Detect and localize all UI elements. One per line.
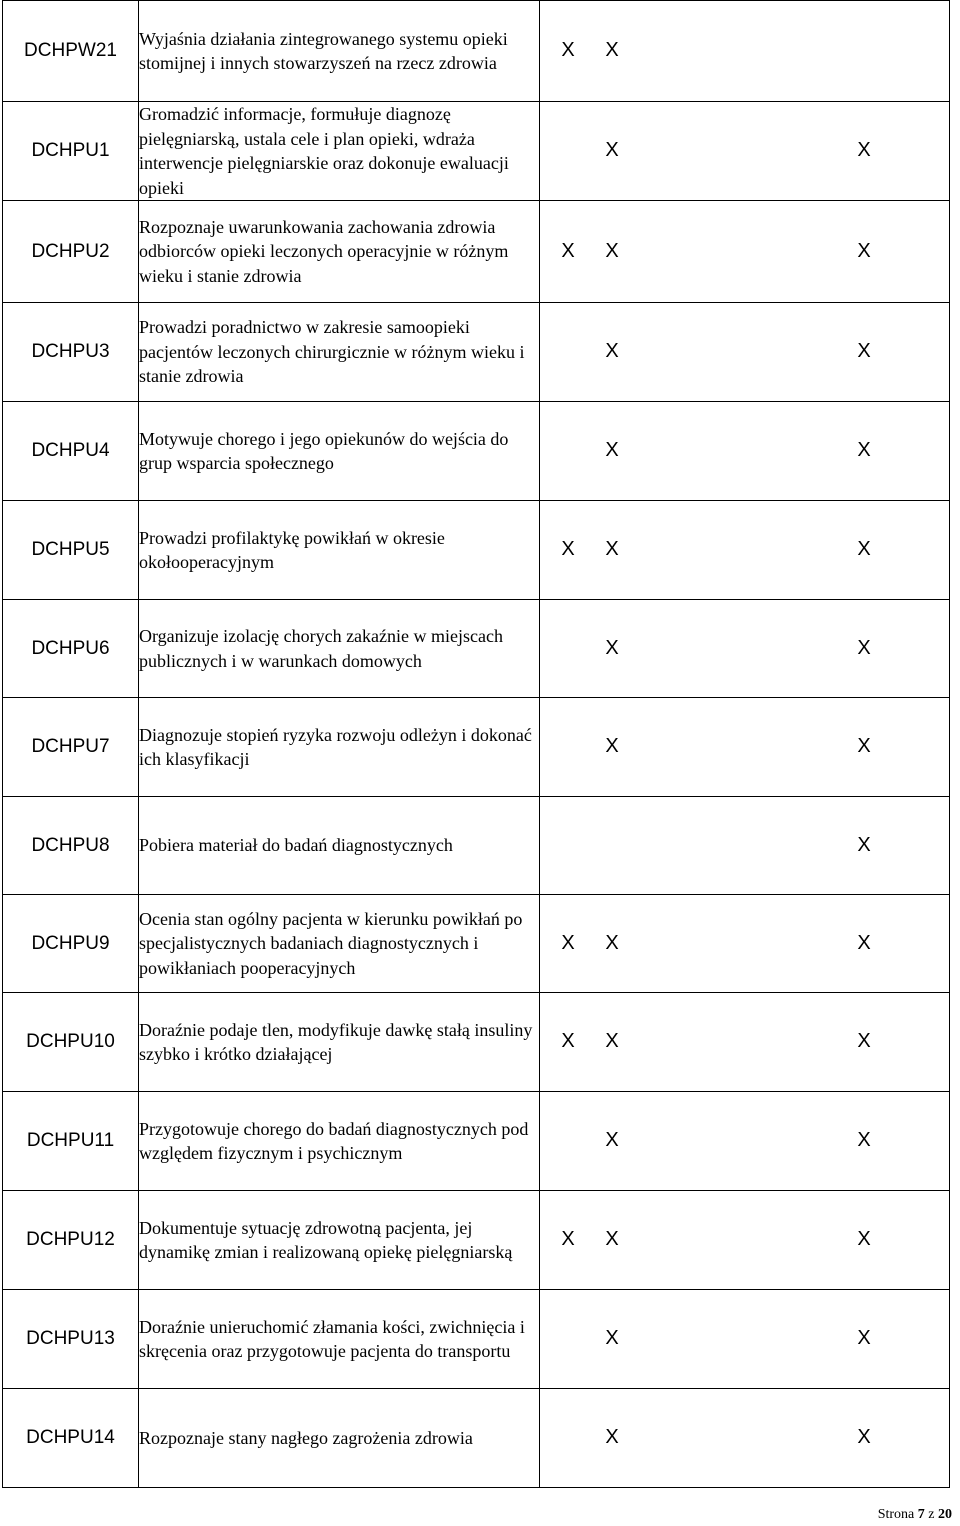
outcome-marks xyxy=(540,501,950,600)
table-row xyxy=(3,102,950,201)
outcome-code: DCHPU2 xyxy=(3,201,139,303)
outcome-marks xyxy=(540,1389,950,1488)
outcome-description: Organizuje izolację chorych zakaźnie w miejscach publicznych i w warunkach domowych xyxy=(139,600,540,698)
mark-x-column-1: X xyxy=(561,1030,575,1053)
outcome-marks xyxy=(540,797,950,895)
mark-x-column-2: X xyxy=(605,538,619,561)
table-row xyxy=(3,797,950,895)
outcome-description: Dokumentuje sytuację zdrowotną pacjenta, jej dynamikę zmian i realizowaną opiekę pielęgniarską xyxy=(139,1191,540,1290)
mark-x-column-2: X xyxy=(605,1129,619,1152)
mark-x-column-3: X xyxy=(857,1327,871,1350)
mark-x-column-3: X xyxy=(857,1228,871,1251)
mark-x-column-3: X xyxy=(857,833,871,856)
mark-x-column-2: X xyxy=(605,39,619,62)
outcome-marks xyxy=(540,895,950,993)
outcome-marks xyxy=(540,698,950,797)
table-row xyxy=(3,303,950,402)
mark-x-column-2: X xyxy=(605,636,619,659)
footer-total-pages: 20 xyxy=(938,1507,952,1522)
table-row xyxy=(3,1,950,102)
outcome-description: Wyjaśnia działania zintegrowanego systemu opieki stomijnej i innych stowarzyszeń na rzecz zdrowia xyxy=(139,1,540,102)
outcome-marks xyxy=(540,993,950,1092)
mark-x-column-2: X xyxy=(605,931,619,954)
outcome-code: DCHPU8 xyxy=(3,797,139,895)
table-row xyxy=(3,501,950,600)
outcome-code: DCHPU6 xyxy=(3,600,139,698)
table-row xyxy=(3,1389,950,1488)
outcome-code: DCHPU4 xyxy=(3,402,139,501)
mark-x-column-3: X xyxy=(857,1129,871,1152)
table-row xyxy=(3,1290,950,1389)
mark-x-column-2: X xyxy=(605,1327,619,1350)
outcome-code: DCHPU11 xyxy=(3,1092,139,1191)
outcome-code: DCHPU14 xyxy=(3,1389,139,1488)
mark-x-column-3: X xyxy=(857,735,871,758)
mark-x-column-1: X xyxy=(561,1228,575,1251)
table-row xyxy=(3,895,950,993)
outcome-marks xyxy=(540,402,950,501)
outcome-description: Rozpoznaje uwarunkowania zachowania zdrowia odbiorców opieki leczonych operacyjnie w różnym wieku i stanie zdrowia xyxy=(139,201,540,303)
outcome-description: Ocenia stan ogólny pacjenta w kierunku powikłań po specjalistycznych badaniach diagnostycznych i powikłaniach pooperacyjnych xyxy=(139,895,540,993)
table-row xyxy=(3,201,950,303)
outcome-code: DCHPU13 xyxy=(3,1290,139,1389)
mark-x-column-2: X xyxy=(605,1030,619,1053)
mark-x-column-2: X xyxy=(605,735,619,758)
mark-x-column-3: X xyxy=(857,538,871,561)
outcome-description: Rozpoznaje stany nagłego zagrożenia zdrowia xyxy=(139,1389,540,1488)
outcome-description: Pobiera materiał do badań diagnostycznych xyxy=(139,797,540,895)
mark-x-column-2: X xyxy=(605,1228,619,1251)
mark-x-column-3: X xyxy=(857,239,871,262)
mark-x-column-3: X xyxy=(857,636,871,659)
outcome-marks xyxy=(540,1,950,102)
outcome-code: DCHPU3 xyxy=(3,303,139,402)
outcome-code: DCHPU10 xyxy=(3,993,139,1092)
mark-x-column-3: X xyxy=(857,139,871,162)
mark-x-column-1: X xyxy=(561,931,575,954)
mark-x-column-1: X xyxy=(561,39,575,62)
table-row xyxy=(3,402,950,501)
page-footer xyxy=(878,1507,952,1523)
learning-outcomes-table xyxy=(2,0,950,1488)
outcome-marks xyxy=(540,201,950,303)
outcome-description: Prowadzi profilaktykę powikłań w okresie okołooperacyjnym xyxy=(139,501,540,600)
mark-x-column-2: X xyxy=(605,439,619,462)
outcome-description: Diagnozuje stopień ryzyka rozwoju odleżyn i dokonać ich klasyfikacji xyxy=(139,698,540,797)
outcome-description: Doraźnie unieruchomić złamania kości, zwichnięcia i skręcenia oraz przygotowuje pacjenta do transportu xyxy=(139,1290,540,1389)
outcome-code: DCHPU7 xyxy=(3,698,139,797)
mark-x-column-3: X xyxy=(857,931,871,954)
outcome-marks xyxy=(540,1290,950,1389)
table-row xyxy=(3,1191,950,1290)
table-row xyxy=(3,600,950,698)
mark-x-column-3: X xyxy=(857,439,871,462)
outcome-marks xyxy=(540,1092,950,1191)
footer-page-number: 7 xyxy=(917,1507,925,1522)
mark-x-column-3: X xyxy=(857,1426,871,1449)
outcome-description: Gromadzić informacje, formułuje diagnozę pielęgniarską, ustala cele i plan opieki, wdraża interwencje pielęgniarskie oraz dokonuje ewaluacji opieki xyxy=(139,102,540,201)
table-row xyxy=(3,698,950,797)
footer-prefix: Strona xyxy=(877,1507,915,1522)
mark-x-column-3: X xyxy=(857,340,871,363)
outcome-description: Doraźnie podaje tlen, modyfikuje dawkę stałą insuliny szybko i krótko działającej xyxy=(139,993,540,1092)
outcome-code: DCHPW21 xyxy=(3,1,139,102)
outcome-description: Motywuje chorego i jego opiekunów do wejścia do grup wsparcia społecznego xyxy=(139,402,540,501)
mark-x-column-1: X xyxy=(561,538,575,561)
mark-x-column-2: X xyxy=(605,340,619,363)
mark-x-column-2: X xyxy=(605,139,619,162)
outcome-code: DCHPU12 xyxy=(3,1191,139,1290)
table-body xyxy=(3,1,950,1488)
footer-separator: z xyxy=(928,1507,935,1522)
outcome-code: DCHPU1 xyxy=(3,102,139,201)
outcome-marks xyxy=(540,102,950,201)
table-row xyxy=(3,993,950,1092)
mark-x-column-2: X xyxy=(605,1426,619,1449)
outcome-marks xyxy=(540,600,950,698)
outcome-code: DCHPU9 xyxy=(3,895,139,993)
mark-x-column-2: X xyxy=(605,239,619,262)
outcome-marks xyxy=(540,303,950,402)
outcome-description: Prowadzi poradnictwo w zakresie samoopieki pacjentów leczonych chirurgicznie w różnym wieku i stanie zdrowia xyxy=(139,303,540,402)
outcome-description: Przygotowuje chorego do badań diagnostycznych pod względem fizycznym i psychicznym xyxy=(139,1092,540,1191)
mark-x-column-3: X xyxy=(857,1030,871,1053)
mark-x-column-1: X xyxy=(561,239,575,262)
outcome-marks xyxy=(540,1191,950,1290)
outcome-code: DCHPU5 xyxy=(3,501,139,600)
table-row xyxy=(3,1092,950,1191)
